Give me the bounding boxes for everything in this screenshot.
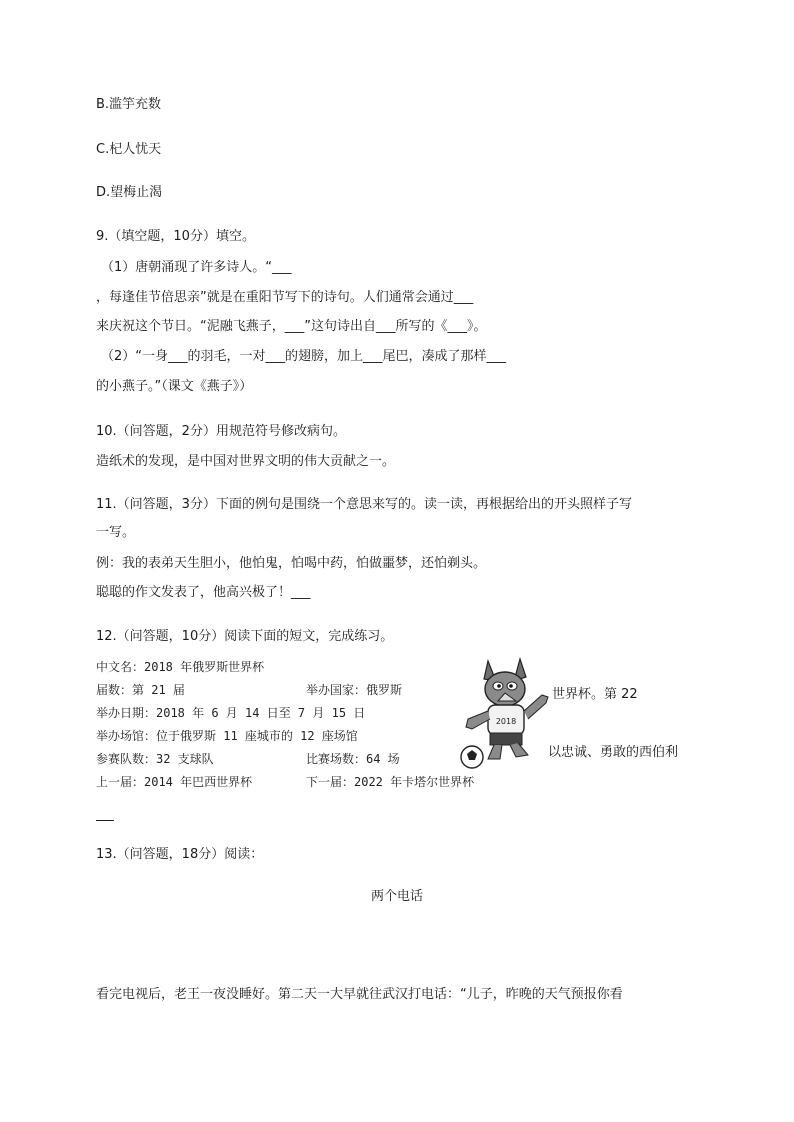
- card-host: 举办国家：俄罗斯: [306, 683, 403, 697]
- svg-text:2018: 2018: [495, 717, 517, 726]
- question-13-header: 13.（问答题，18分）阅读：: [96, 847, 264, 862]
- card-name: 中文名：2018 年俄罗斯世界杯: [96, 660, 265, 674]
- passage-title: 两个电话: [370, 889, 423, 904]
- question-10-header: 10.（问答题，2分）用规范符号修改病句。: [96, 424, 346, 439]
- question-9-line-5: 的小燕子。”（课文《燕子》）: [96, 379, 253, 394]
- question-9-line-3: 来庆祝这个节日。“泥融飞燕子，___”这句诗出自___所写的《___》。: [96, 319, 487, 334]
- card-next: 下一届：2022 年卡塔尔世界杯: [306, 775, 475, 789]
- card-session: 届数：第 21 届: [96, 683, 185, 697]
- card-matches: 比赛场数：64 场: [306, 752, 400, 766]
- question-9-line-2: ，每逢佳节倍思亲”就是在重阳节写下的诗句。人们通常会通过___: [96, 290, 474, 305]
- card-prev: 上一届：2014 年巴西世界杯: [96, 775, 253, 789]
- question-9-header: 9.（填空题，10分）填空。: [96, 229, 255, 244]
- option-c: C.杞人忧天: [96, 142, 162, 157]
- question-11-example: 例：我的表弟天生胆小，他怕鬼，怕喝中药，怕做噩梦，还怕剃头。: [96, 556, 487, 571]
- question-9-line-4: （2）“一身___的羽毛，一对___的翅膀，加上___尾巴，凑成了那样___: [101, 349, 507, 364]
- question-12-text-fragment-2: 以忠诚、勇敢的西伯利: [548, 745, 679, 760]
- card-venue: 举办场馆：位于俄罗斯 11 座城市的 12 座场馆: [96, 729, 358, 743]
- answer-blank: [96, 820, 114, 821]
- question-9-line-1: （1）唐朝涌现了许多诗人。“___: [101, 260, 292, 275]
- question-10-sentence: 造纸术的发现，是中国对世界文明的伟大贡献之一。: [96, 454, 396, 469]
- question-11-header: 11.（问答题，3分）下面的例句是围绕一个意思来写的。读一读，再根据给出的开头照样子写: [96, 497, 632, 512]
- mascot-wolf-image: [458, 655, 550, 773]
- question-12-header: 12.（问答题，10分）阅读下面的短文，完成练习。: [96, 629, 394, 644]
- option-b: B.滥竽充数: [96, 97, 162, 112]
- question-11-prompt: 聪聪的作文发表了，他高兴极了！___: [96, 585, 311, 600]
- passage-body: 看完电视后，老王一夜没睡好。第二天一大早就往武汉打电话：“儿子，昨晚的天气预报你看: [96, 987, 623, 1002]
- card-date: 举办日期：2018 年 6 月 14 日至 7 月 15 日: [96, 706, 366, 720]
- question-11-header-cont: 一写。: [96, 525, 136, 540]
- option-d: D.望梅止渴: [96, 185, 163, 200]
- question-12-text-fragment-1: 世界杯。第 22: [552, 687, 638, 702]
- card-teams: 参赛队数：32 支球队: [96, 752, 214, 766]
